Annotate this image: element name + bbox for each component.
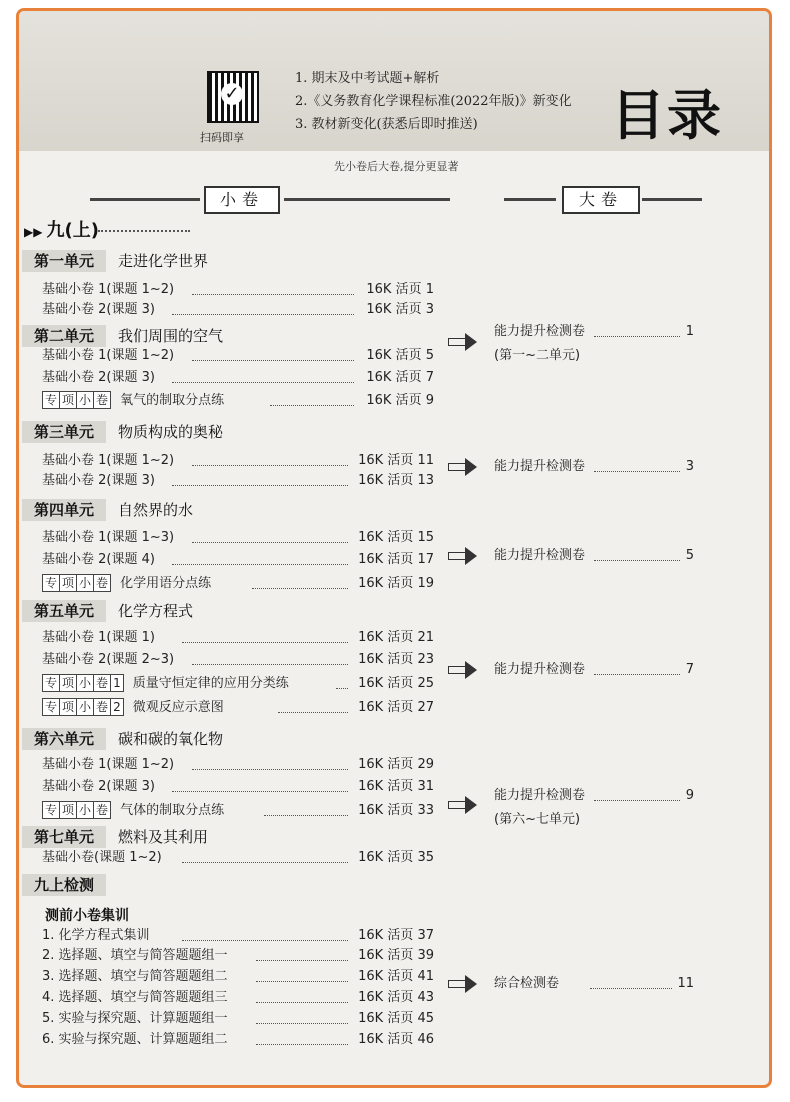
- unit-heading: [22, 600, 193, 622]
- toc-row[interactable]: [42, 674, 434, 694]
- unit-heading: [22, 421, 223, 443]
- row-page: 16K 活页 13: [358, 473, 434, 488]
- section-header-small: [90, 186, 450, 212]
- row-page: 16K 活页 1: [366, 282, 434, 297]
- grade-dots: [98, 230, 190, 232]
- toc-row[interactable]: [42, 574, 434, 594]
- unit-heading: [22, 250, 208, 272]
- special-tag: 小: [76, 698, 94, 716]
- unit-title: 燃料及其利用: [118, 828, 209, 846]
- row-page: 16K 活页 33: [358, 803, 434, 818]
- section-big-label: 大卷: [562, 186, 640, 214]
- row-page: 16K 活页 35: [358, 850, 434, 865]
- special-tag: 项: [59, 574, 77, 592]
- special-tag: 1: [110, 674, 124, 692]
- special-tag: 专: [42, 674, 60, 692]
- big-num: 7: [685, 662, 694, 677]
- row-page: 16K 活页 23: [358, 652, 434, 667]
- unit-badge: 第七单元: [22, 826, 106, 848]
- row-label: 3. 选择题、填空与简答题题组二: [42, 969, 228, 984]
- big-label: 能力提升检测卷: [494, 548, 586, 563]
- row-page: 16K 活页 17: [358, 552, 434, 567]
- final-badge: 九上检测: [22, 874, 106, 896]
- unit-badge: 第一单元: [22, 250, 106, 272]
- row-page: 16K 活页 5: [366, 348, 434, 363]
- row-page: 16K 活页 37: [358, 928, 434, 943]
- toc-row[interactable]: [42, 300, 434, 320]
- special-tag: 卷: [93, 801, 111, 819]
- right-arrow-icon: [448, 548, 478, 564]
- big-label: 综合检测卷: [494, 976, 560, 991]
- qr-code-icon[interactable]: [207, 71, 259, 123]
- row-label: 5. 实验与探究题、计算题题组一: [42, 1011, 228, 1026]
- unit-badge: 第二单元: [22, 325, 106, 347]
- row-label: 基础小卷 2(课题 2~3): [42, 652, 175, 667]
- row-label: 基础小卷 2(课题 4): [42, 552, 155, 567]
- row-label: 基础小卷(课题 1~2): [42, 850, 162, 865]
- row-label: 基础小卷 2(课题 3): [42, 370, 155, 385]
- big-num: 11: [677, 976, 694, 991]
- row-label: 基础小卷 1(课题 1~2): [42, 453, 175, 468]
- big-exam-row[interactable]: [494, 786, 694, 806]
- big-label: 能力提升检测卷: [494, 662, 586, 677]
- special-tag: 小: [76, 391, 94, 409]
- toc-row[interactable]: [42, 848, 434, 868]
- qr-caption: 扫码即享: [200, 131, 244, 144]
- toc-row[interactable]: [42, 628, 434, 648]
- unit-heading: [22, 728, 223, 750]
- special-tag: 项: [59, 674, 77, 692]
- unit-badge: 第五单元: [22, 600, 106, 622]
- row-label: 4. 选择题、填空与简答题题组三: [42, 990, 228, 1005]
- final-subtitle: 测前小卷集训: [45, 908, 129, 924]
- toc-row[interactable]: [42, 346, 434, 366]
- toc-row[interactable]: [42, 926, 434, 946]
- row-label: 基础小卷 1(课题 1~2): [42, 348, 175, 363]
- unit-heading: [22, 325, 223, 347]
- page-title: 目录: [611, 84, 723, 147]
- row-page: 16K 活页 27: [358, 700, 434, 715]
- row-label: 基础小卷 2(课题 3): [42, 473, 155, 488]
- toc-row[interactable]: [42, 528, 434, 548]
- row-label: 2. 选择题、填空与简答题题组一: [42, 948, 228, 963]
- special-tag: 专: [42, 391, 60, 409]
- big-exam-row[interactable]: [494, 322, 694, 342]
- unit-title: 碳和碳的氧化物: [118, 730, 224, 748]
- toc-row[interactable]: [42, 755, 434, 775]
- special-tag: 卷: [93, 674, 111, 692]
- row-page: 16K 活页 31: [358, 779, 434, 794]
- special-tag: 小: [76, 674, 94, 692]
- section-header-big: [504, 186, 704, 212]
- big-num: 3: [685, 459, 694, 474]
- toc-row[interactable]: [42, 801, 434, 821]
- unit-title: 我们周围的空气: [118, 327, 224, 345]
- header-item: 1. 期末及中考试题+解析: [295, 71, 440, 86]
- row-page: 16K 活页 25: [358, 676, 434, 691]
- unit-badge: 第六单元: [22, 728, 106, 750]
- toc-row[interactable]: [42, 471, 434, 491]
- row-label: 基础小卷 1(课题 1~3): [42, 530, 175, 545]
- unit-title: 自然界的水: [118, 501, 194, 519]
- row-label: 气体的制取分点练: [120, 803, 225, 818]
- grade-heading: [24, 216, 99, 242]
- big-num: 1: [685, 324, 694, 339]
- unit-heading: [22, 826, 208, 848]
- big-num: 9: [685, 788, 694, 803]
- unit-title: 走进化学世界: [118, 252, 209, 270]
- header-item: 3. 教材新变化(获悉后即时推送): [295, 117, 478, 132]
- unit-badge: 第四单元: [22, 499, 106, 521]
- row-page: 16K 活页 21: [358, 630, 434, 645]
- toc-row[interactable]: [42, 391, 434, 411]
- row-page: 16K 活页 45: [358, 1011, 434, 1026]
- row-label: 基础小卷 1(课题 1~2): [42, 757, 175, 772]
- row-label: 基础小卷 1(课题 1): [42, 630, 155, 645]
- row-label: 化学用语分点练: [120, 576, 212, 591]
- big-exam-row[interactable]: [494, 660, 694, 680]
- special-tag: 卷: [93, 698, 111, 716]
- special-tag: 小: [76, 801, 94, 819]
- toc-row[interactable]: [42, 1030, 434, 1050]
- toc-row[interactable]: [42, 451, 434, 471]
- toc-row[interactable]: [42, 280, 434, 300]
- big-num: 5: [685, 548, 694, 563]
- special-tag: 小: [76, 574, 94, 592]
- right-arrow-icon: [448, 459, 478, 475]
- special-tag: 专: [42, 698, 60, 716]
- big-sub: (第六~七单元): [494, 812, 581, 827]
- toc-row[interactable]: [42, 967, 434, 987]
- big-label: 能力提升检测卷: [494, 324, 586, 339]
- row-page: 16K 活页 46: [358, 1032, 434, 1047]
- row-page: 16K 活页 41: [358, 969, 434, 984]
- row-page: 16K 活页 9: [366, 393, 434, 408]
- section-small-label: 小卷: [204, 186, 280, 214]
- row-page: 16K 活页 19: [358, 576, 434, 591]
- toc-row[interactable]: [42, 368, 434, 388]
- header-item: 2.《义务教育化学课程标准(2022年版)》新变化: [295, 94, 572, 109]
- check-icon: ✓: [221, 83, 243, 105]
- special-tag: 专: [42, 801, 60, 819]
- special-tag: 项: [59, 391, 77, 409]
- right-arrow-icon: [448, 797, 478, 813]
- unit-title: 化学方程式: [118, 602, 194, 620]
- special-tag: 2: [110, 698, 124, 716]
- row-page: 16K 活页 15: [358, 530, 434, 545]
- row-page: 16K 活页 29: [358, 757, 434, 772]
- unit-heading: [22, 499, 193, 521]
- special-tag: 项: [59, 801, 77, 819]
- big-label: 能力提升检测卷: [494, 459, 586, 474]
- right-arrow-icon: [448, 976, 478, 992]
- grade-label: 九(上): [46, 220, 99, 241]
- big-exam-row[interactable]: [494, 546, 694, 566]
- big-exam-row[interactable]: [494, 457, 694, 477]
- special-tag: 卷: [93, 574, 111, 592]
- row-page: 16K 活页 43: [358, 990, 434, 1005]
- row-label: 6. 实验与探究题、计算题题组二: [42, 1032, 228, 1047]
- row-label: 微观反应示意图: [132, 700, 224, 715]
- big-label: 能力提升检测卷: [494, 788, 586, 803]
- unit-badge: 第三单元: [22, 421, 106, 443]
- row-label: 氧气的制取分点练: [120, 393, 225, 408]
- special-tag: 卷: [93, 391, 111, 409]
- header-benefits-list: [295, 67, 572, 136]
- row-label: 基础小卷 2(课题 3): [42, 779, 155, 794]
- toc-row[interactable]: [42, 698, 434, 718]
- big-exam-row[interactable]: [494, 974, 694, 994]
- right-arrow-icon: [448, 662, 478, 678]
- special-tag: 专: [42, 574, 60, 592]
- double-arrow-icon: ▶▶: [24, 225, 43, 239]
- row-page: 16K 活页 11: [358, 453, 434, 468]
- row-page: 16K 活页 39: [358, 948, 434, 963]
- toc-row[interactable]: [42, 988, 434, 1008]
- row-page: 16K 活页 3: [366, 302, 434, 317]
- right-arrow-icon: [448, 334, 478, 350]
- toc-row[interactable]: [42, 1009, 434, 1029]
- toc-row[interactable]: [42, 946, 434, 966]
- row-label: 基础小卷 1(课题 1~2): [42, 282, 175, 297]
- toc-row[interactable]: [42, 777, 434, 797]
- unit-title: 物质构成的奥秘: [118, 423, 224, 441]
- row-label: 基础小卷 2(课题 3): [42, 302, 155, 317]
- row-label: 质量守恒定律的应用分类练: [132, 676, 289, 691]
- toc-row[interactable]: [42, 650, 434, 670]
- toc-row[interactable]: [42, 550, 434, 570]
- tagline: 先小卷后大卷,提分更显著: [334, 160, 459, 173]
- special-tag: 项: [59, 698, 77, 716]
- row-label: 1. 化学方程式集训: [42, 928, 150, 943]
- big-sub: (第一~二单元): [494, 348, 581, 363]
- row-page: 16K 活页 7: [366, 370, 434, 385]
